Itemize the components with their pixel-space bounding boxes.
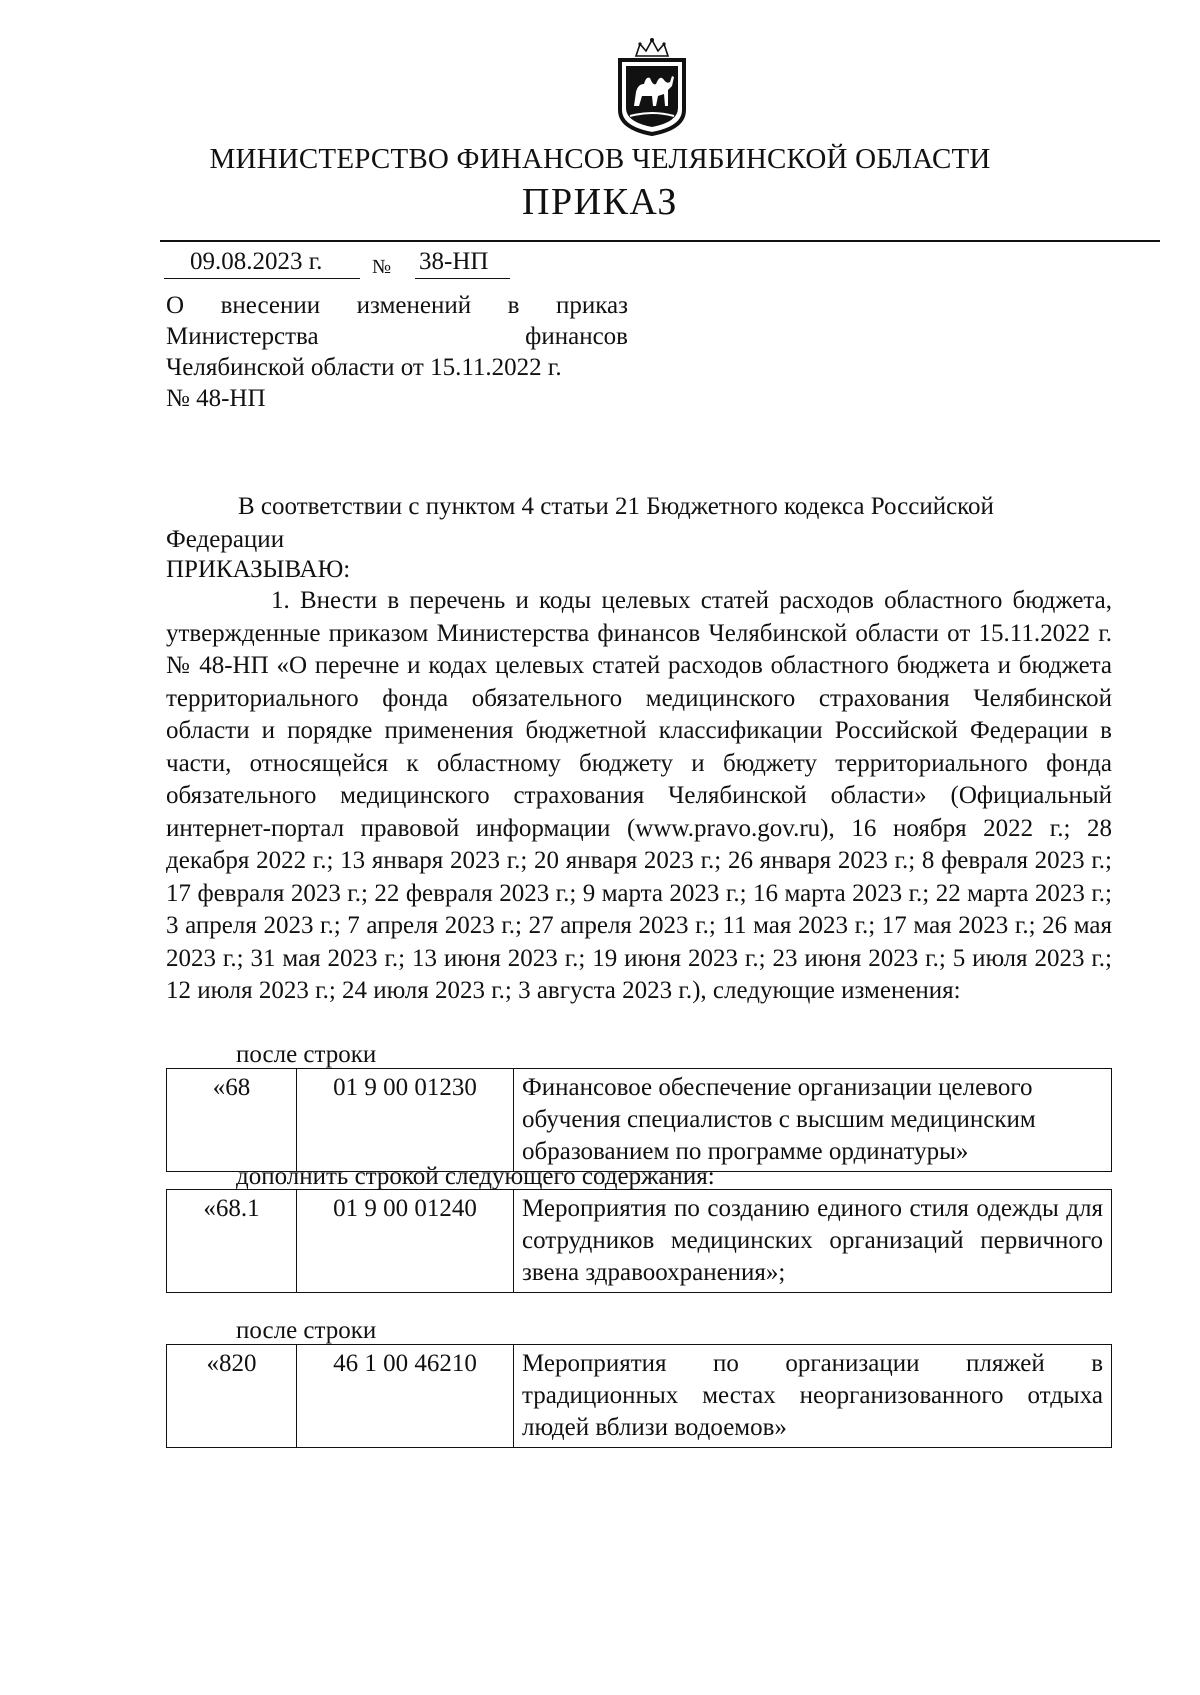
ministry-name: МИНИСТЕРСТВО ФИНАНСОВ ЧЕЛЯБИНСКОЙ ОБЛАСТИ [209, 143, 991, 175]
target-code: 46 1 00 46210 [297, 1345, 514, 1448]
legal-basis [166, 490, 1112, 556]
table-row [167, 1190, 1112, 1293]
target-name: Мероприятия по организации пляжей в традиционных местах неорганизованного отдыха людей вблизи водоемов» [514, 1345, 1112, 1448]
target-code: 01 9 00 01240 [297, 1190, 514, 1293]
header-divider [160, 240, 1160, 242]
row-number: «68 [167, 1069, 297, 1172]
order-word: ПРИКАЗЫВАЮ: [166, 556, 351, 583]
amendment-table [166, 1068, 1112, 1172]
number-sign: № [372, 256, 392, 278]
target-name: Финансовое обеспечение организации целевого обучения специалистов с высшим медицинским образованием по программе ординатуры» [514, 1069, 1112, 1172]
order-date: 09.08.2023 г. [164, 246, 360, 279]
table-row [167, 1345, 1112, 1448]
label-add-row: дополнить строкой следующего содержания: [236, 1163, 715, 1190]
table-row [167, 1069, 1112, 1172]
row-number: «68.1 [167, 1190, 297, 1293]
order-subject [166, 290, 628, 414]
paragraph-item-1: 1. Внести в перечень и коды целевых статей расходов областного бюджета, утвержденные приказом Министерства финансов Челябинской области от 15.11.2022 г. № 48-НП «О перечне и кодах целевых статей расходов областного бюджета и бюджета территориального фонда обязательного медицинского страхования Челябинской области и порядке применения бюджетной классификации Российской Федерации в части, относящейся к областному бюджету и бюджету территориального фонда обязательного медицинского страхования Челябинской области» (Официальный интернет-портал правовой информации (www.pravo.gov.ru), 16 ноября 2022 г.; 28 декабря 2022 г.; 13 января 2023 г.; 20 января 2023 г.; 26 января 2023 г.; 8 февраля 2023 г.; 17 февраля 2023 г.; 22 февраля 2023 г.; 9 марта 2023 г.; 16 марта 2023 г.; 22 марта 2023 г.; 3 апреля 2023 г.; 7 апреля 2023 г.; 27 апреля 2023 г.; 11 мая 2023 г.; 17 мая 2023 г.; 26 мая 2023 г.; 31 мая 2023 г.; 13 июня 2023 г.; 19 июня 2023 г.; 23 июня 2023 г.; 5 июля 2023 г.; 12 июля 2023 г.; 24 июля 2023 г.; 3 августа 2023 г.), следующие изменения: [166, 587, 1112, 1004]
subject-line: О внесении изменений в приказ [166, 292, 628, 319]
subject-line: Челябинской области от 15.11.2022 г. [166, 354, 562, 381]
row-number: «820 [167, 1345, 297, 1448]
target-code: 01 9 00 01230 [297, 1069, 514, 1172]
legal-basis-text: В соответствии с пунктом 4 статьи 21 Бюджетного кодекса Российской Федерации [166, 493, 994, 553]
amendment-table [166, 1344, 1112, 1448]
order-number: 38-НП [415, 246, 510, 279]
subject-line: Министерства финансов [166, 323, 628, 350]
subject-line: № 48-НП [166, 385, 266, 412]
target-name: Мероприятия по созданию единого стиля одежды для сотрудников медицинских организаций первичного звена здравоохранения»; [514, 1190, 1112, 1293]
document-type: ПРИКАЗ [522, 181, 678, 223]
coat-of-arms-icon [612, 36, 692, 136]
amendment-table [166, 1189, 1112, 1293]
label-after-row: после строки [236, 1317, 377, 1344]
label-after-row: после строки [236, 1041, 377, 1068]
